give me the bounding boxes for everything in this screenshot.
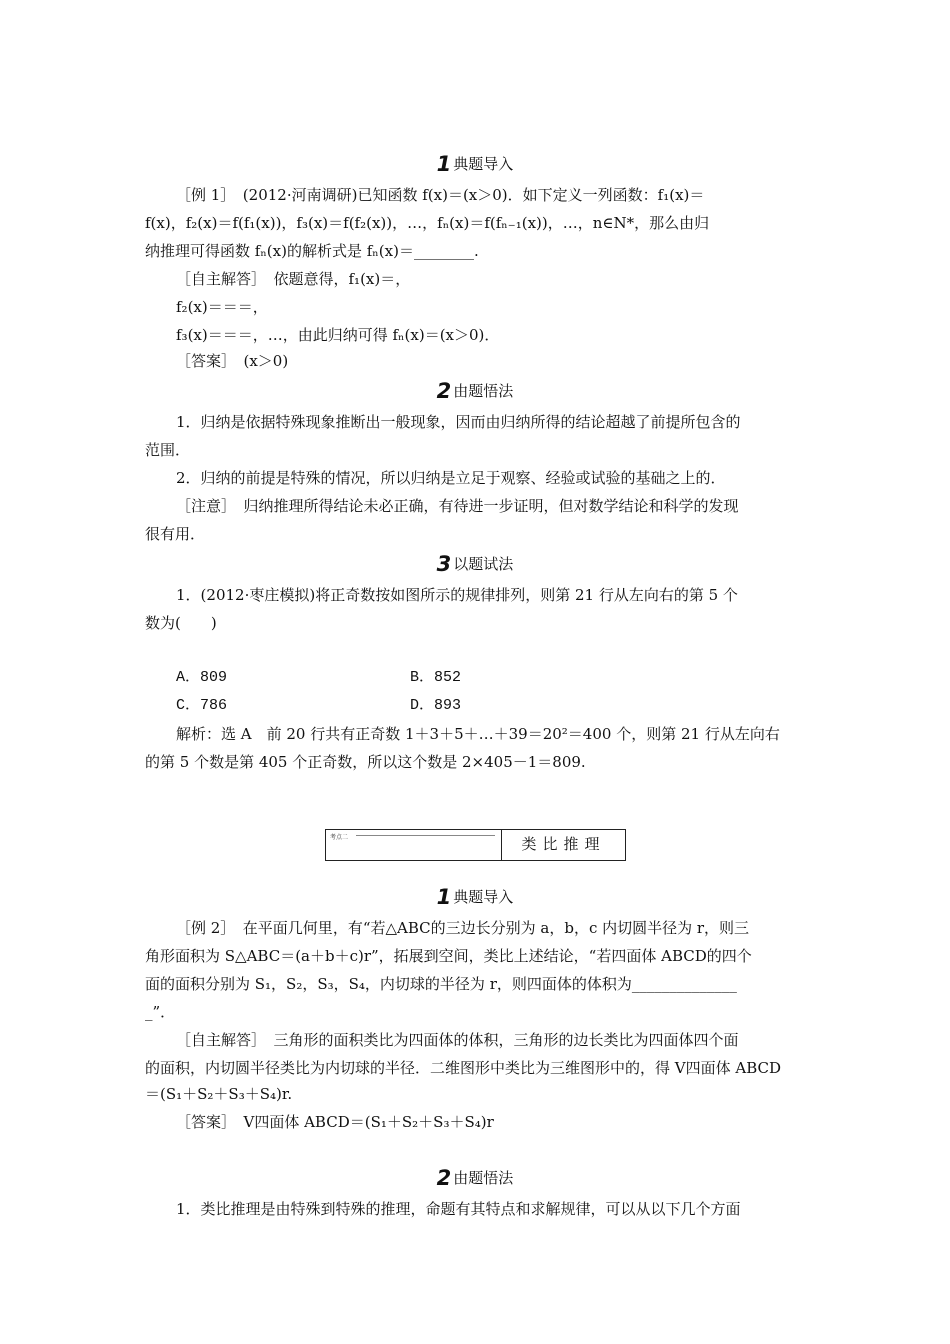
exercise-line-1: 1．(2012·枣庄模拟)将正奇数按如图所示的规律排列，则第 21 行从左向右的第 5 个 (176, 586, 738, 604)
section-number: 2 (436, 379, 452, 403)
method-line-1: 1．归纳是依据特殊现象推断出一般现象，因而由归纳所得的结论超越了前提所包含的 (176, 413, 741, 431)
section-number: 2 (436, 1166, 452, 1190)
option-c: C．786 (176, 697, 228, 714)
section-label: 典题导入 (453, 888, 514, 906)
example-1-line-1: ［例 1］ (2012·河南调研)已知函数 f(x)＝(x＞0)．如下定义一列函数：f₁(x)＝ (176, 186, 705, 204)
example-2-line-4: _”． (145, 1003, 176, 1021)
section-number: 1 (436, 885, 452, 909)
section-number: 3 (436, 552, 452, 576)
method-line-2: 范围． (145, 441, 191, 459)
example-2-line-2: 角形面积为 S△ABC＝(a＋b＋c)r”，拓展到空间，类比上述结论，“若四面体 ABCD的四个 (145, 947, 752, 965)
example-1-line-2: f(x)，f₂(x)＝f(f₁(x))，f₃(x)＝f(f₂(x))，…，fₙ(x)＝f(fₙ₋₁(x))，…，n∈N*，那么由归 (145, 214, 710, 232)
example-2-line-3: 面的面积分别为 S₁，S₂，S₃，S₄，内切球的半径为 r，则四面体的体积为______________ (145, 975, 737, 993)
option-a: A．809 (176, 669, 228, 686)
analysis-line-2: 的第 5 个数是第 405 个正奇数，所以这个数是 2×405－1＝809. (145, 753, 586, 771)
solution-2-line-2: 的面积，内切圆半径类比为内切球的半径．二维图形中类比为三维图形中的，得 V四面体 ABCD (145, 1059, 782, 1077)
section-header-5 (0, 1167, 950, 1189)
option-b: B．852 (410, 669, 462, 686)
method-2-line-1: 1．类比推理是由特殊到特殊的推理，命题有其特点和求解规律，可以从以下几个方面 (176, 1200, 741, 1218)
section-header-3 (0, 553, 950, 575)
divider (356, 835, 495, 836)
solution-line-1: ［自主解答］ 依题意得，f₁(x)＝， (176, 270, 411, 288)
section-label: 由题悟法 (453, 382, 514, 400)
topic-tag: 考点二 (330, 834, 349, 841)
solution-2-line-3: ＝(S₁＋S₂＋S₃＋S₄)r. (145, 1085, 293, 1103)
section-header-4 (0, 886, 950, 908)
analysis-line-1: 解析：选 A 前 20 行共有正奇数 1＋3＋5＋…＋39＝20²＝400 个，则第 21 行从左向右 (176, 725, 780, 743)
solution-2-line-1: ［自主解答］ 三角形的面积类比为四面体的体积，三角形的边长类比为四面体四个面 (176, 1031, 739, 1049)
section-label: 由题悟法 (453, 1169, 514, 1187)
solution-line-3: f₃(x)＝＝＝，…，由此归纳可得 fₙ(x)＝(x＞0)． (176, 326, 500, 344)
example-2-line-1: ［例 2］ 在平面几何里，有“若△ABC的三边长分别为 a，b，c 内切圆半径为 r，则三 (176, 919, 750, 937)
topic-title: 类比推理 (521, 835, 606, 853)
section-header-2 (0, 380, 950, 402)
note-line-1: ［注意］ 归纳推理所得结论未必正确，有待进一步证明，但对数学结论和科学的发现 (176, 497, 739, 515)
topic-title-box (325, 829, 626, 861)
section-label: 典题导入 (453, 155, 514, 173)
section-number: 1 (436, 152, 452, 176)
option-d: D．893 (410, 697, 462, 714)
section-header-1 (0, 153, 950, 175)
exercise-line-2: 数为( ) (145, 614, 217, 632)
section-label: 以题试法 (453, 555, 514, 573)
note-line-2: 很有用． (145, 525, 206, 543)
method-line-3: 2．归纳的前提是特殊的情况，所以归纳是立足于观察、经验或试验的基础之上的． (176, 469, 726, 487)
example-1-line-3: 纳推理可得函数 fₙ(x)的解析式是 fₙ(x)＝________. (145, 242, 479, 260)
solution-line-2: f₂(x)＝＝＝， (176, 298, 268, 316)
answer-line: ［答案］ (x＞0) (176, 352, 289, 370)
answer-2-line: ［答案］ V四面体 ABCD＝(S₁＋S₂＋S₃＋S₄)r (176, 1113, 494, 1131)
topic-tag-cell (326, 830, 502, 860)
